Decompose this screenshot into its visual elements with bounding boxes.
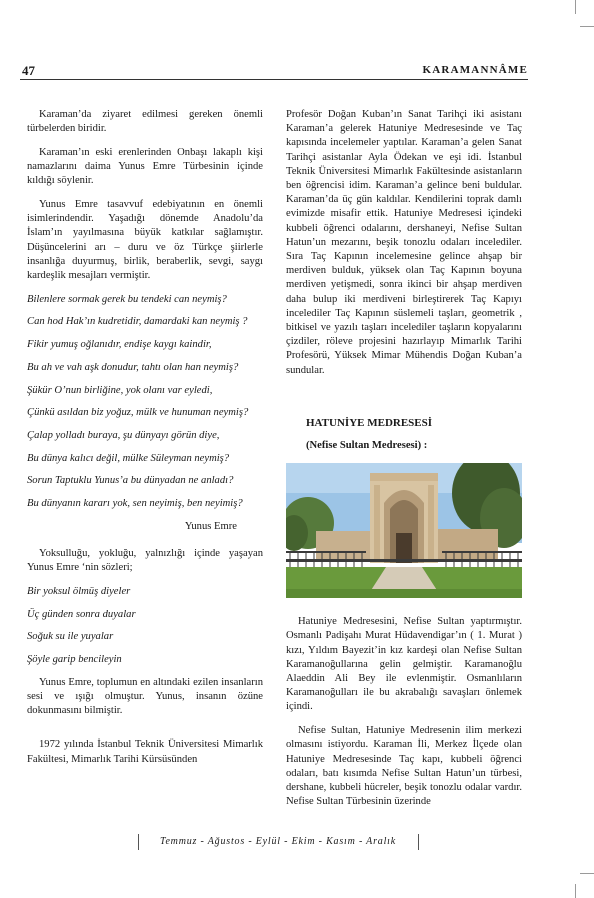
verse-line: Sorun Taptuklu Yunus’a bu dünyadan ne anladı? xyxy=(27,475,234,487)
verse-line: Bir yoksul ölmüş diyeler xyxy=(27,585,131,597)
paragraph: 1972 yılında İstanbul Teknik Üniversitesi Mimarlık Fakültesi, Mimarlık Tarihi Kürsüsünden xyxy=(27,739,263,765)
verse-line: Şöyle garip bencileyin xyxy=(27,653,122,665)
verse-line: Şükür O’nun birliğine, yok olanı var eyledi, xyxy=(27,384,213,396)
crop-mark-top xyxy=(575,0,576,14)
paragraph: Karaman’da ziyaret edilmesi gereken önemli türbelerden biridir. xyxy=(27,109,263,135)
verse-line: Can hod Hak’ın kudretidir, damardaki kan neymiş ? xyxy=(27,316,248,328)
crop-mark-bottom-right xyxy=(580,873,594,874)
crop-mark-bottom xyxy=(575,884,576,898)
crop-mark-top-right xyxy=(580,26,594,27)
paragraph: Karaman’ın eski erenlerinden Onbaşı lakaplı kişi namazlarını daima Yunus Emre Türbesinin içinde kıldığı söylenir. xyxy=(27,146,263,187)
verse-line: Bu dünyanın kararı yok, sen neyimiş, ben neyimiş? xyxy=(27,498,243,510)
page-number: 47 xyxy=(22,63,35,78)
verse-line: Bu ah ve vah aşk donudur, tahtı olan han neymiş? xyxy=(27,361,239,373)
footer-divider-right xyxy=(418,834,419,850)
paragraph: Yunus Emre, toplumun en altındaki ezilen insanların sesi ve ışığı olmuştur. Yunus, insanın özüne dokunmasını bilmiştir. xyxy=(27,676,263,717)
verse-line: Üç günden sonra duyalar xyxy=(27,608,136,620)
verse-line: Bu dünya kalıcı değil, mülke Süleyman neymiş? xyxy=(27,452,230,464)
medrese-illustration xyxy=(286,463,522,598)
paragraph: Profesör Doğan Kuban’ın Sanat Tarihçi iki asistanı Karaman’a gelerek Hatuniye Medresesinde ve Taç kapısında incelemeler yaptılar. Karaman’a gelen Sanat Tarihçi asistanlar Ayla Ödekan ve eşi idi. İstanbul Teknik Üniversitesi Mimarlık Fakültesinde asistanların ben öğrencisi idim. Karaman’a gelince beni buldular. Karaman’da üç gün kaldılar. Kendilerini toprak damlı evimizde misafir ettik. Hatuniye Medresesi içindeki kubbeli öğrenci odalarını, dershaneyi, Nefise Sultan Hatun’un mezarını, beşik tonozlu odaları incelediler. Sıra Taç Kapının incelemesine gelince ahşap bir merdiven bulduk, yüksek olan Taç Kapının boyuna merdiven yetişmedi, sonra ikinci bir ahşap merdiven daha bulup iki merdiveni birleştirerek Taç Kapıyı incelediler Taç Kapının süslemeli taşları, geometrik , bitkisel ve yazılı taşları incelediler taşların kopyalarını çizdiler, röleve projesini hazırlayıp Mimarlık Tarihi Profesörü, Yüksek Mimar Mühendis Doğan Kuban’a sundular. xyxy=(286,109,522,376)
right-column xyxy=(286,108,522,819)
left-column xyxy=(27,108,263,776)
paragraph: Nefise Sultan, Hatuniye Medresenin ilim merkezi olmasını istiyordu. Karaman İli, Merkez İlçede olan Hatuniye Medresesinde Taç kapı, kubbeli öğrenci odaları, batı kısımda Nefise Sultan Hatun’un türbesi, dershane, kubbeli hücreler, beşik tonozlu odalar vardır. Nefise Sultan Türbesinin üzerinde xyxy=(286,725,522,808)
section-subheading: (Nefise Sultan Medresesi) : xyxy=(306,440,428,452)
verse-line: Soğuk su ile yuyalar xyxy=(27,631,114,643)
medrese-photo xyxy=(286,463,522,598)
section-heading: HATUNİYE MEDRESESİ xyxy=(306,416,433,429)
verse-line: Çalap yolladı buraya, şu dünyayı görün diye, xyxy=(27,429,220,441)
verse-line: Bilenlere sormak gerek bu tendeki can neymiş? xyxy=(27,293,227,305)
footer-divider-left xyxy=(138,834,139,850)
paragraph: Yunus Emre tasavvuf edebiyatının en önemli isimlerindendir. Yaşadığı dönemde Anadolu’da İslam’ın yayılmasına büyük katkılar sağlamıştır. Düşüncelerini arı – duru ve öz Türkçe şiirlerle insanlığa duyurmuş, birlik, beraberlik, sevgi, saygı kardeşlik mesajları vermiştir. xyxy=(27,199,263,282)
header-divider xyxy=(20,79,528,80)
verse-line: Fikir yumuş oğlanıdır, endişe kaygı kaindir, xyxy=(27,339,212,351)
poem-signature: Yunus Emre xyxy=(184,520,237,532)
footer-issue-months: Temmuz - Ağustos - Eylül - Ekim - Kasım - Aralık xyxy=(160,836,396,847)
paragraph: Yoksulluğu, yokluğu, yalnızlığı içinde yaşayan Yunus Emre ‘nin sözleri; xyxy=(27,547,263,574)
paragraph: Hatuniye Medresesini, Nefise Sultan yaptırmıştır. Osmanlı Padişahı Murat Hüdavendigar’ın ( 1. Murat ) kızı, Yıldım Bayezit’in kız kardeşi olan Nefise Sultan Karamanoğullarına gelin gelmiştir. Karamanoğlu Alaeddin Ali Bey ile evlenmiştir. Osmanlıların Karamanoğulları ile bu akrabalığı savaşları önlemek içindi. xyxy=(286,616,522,713)
journal-title: KARAMANNÂME xyxy=(422,64,528,76)
verse-line: Çünkü asıldan biz yoğuz, mülk ve hunuman neymiş? xyxy=(27,407,249,419)
